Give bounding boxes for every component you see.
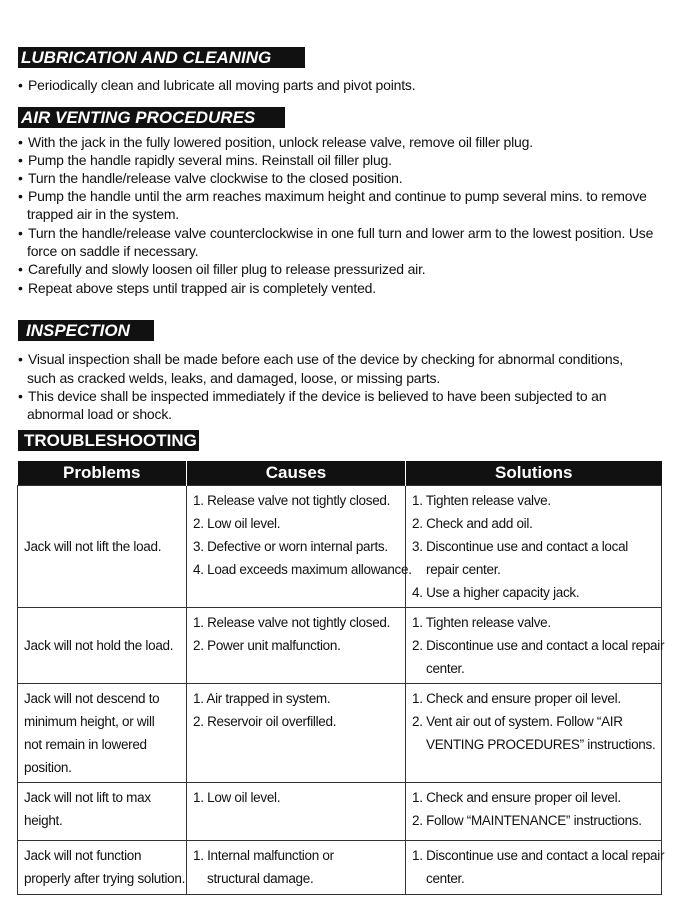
column-header-solutions: Solutions xyxy=(406,461,662,486)
causes-cell: 1. Internal malfunction or structural damage. xyxy=(187,841,406,895)
table-row xyxy=(18,841,662,895)
air-venting-item-cont: force on saddle if necessary. xyxy=(27,243,199,259)
problem-cell: Jack will not lift to max height. xyxy=(18,783,187,841)
solutions-cell: 1. Tighten release valve. 2. Check and add oil. 3. Discontinue use and contact a local repair center. 4. Use a higher capacity jack. xyxy=(406,486,662,608)
lubrication-item: • Periodically clean and lubricate all moving parts and pivot points. xyxy=(18,77,416,93)
air-venting-item-cont: trapped air in the system. xyxy=(27,206,179,222)
problem-cell: Jack will not hold the load. xyxy=(18,608,187,684)
causes-cell: 1. Air trapped in system. 2. Reservoir oil overfilled. xyxy=(187,684,406,783)
section-title-troubleshooting: TROUBLESHOOTING xyxy=(18,430,199,451)
air-venting-item: • Repeat above steps until trapped air is completely vented. xyxy=(18,280,376,296)
problem-cell: Jack will not lift the load. xyxy=(18,486,187,608)
solutions-cell: 1. Check and ensure proper oil level. 2. Vent air out of system. Follow “AIR VENTING PROCEDURES” instructions. xyxy=(406,684,662,783)
air-venting-item: • Turn the handle/release valve clockwise to the closed position. xyxy=(18,170,403,186)
solutions-cell: 1. Discontinue use and contact a local repair center. xyxy=(406,841,662,895)
troubleshooting-table xyxy=(17,461,665,895)
air-venting-item: • With the jack in the fully lowered position, unlock release valve, remove oil filler plug. xyxy=(18,134,533,150)
problem-cell: Jack will not descend to minimum height, or will not remain in lowered position. xyxy=(18,684,187,783)
causes-cell: 1. Low oil level. xyxy=(187,783,406,841)
causes-cell: 1. Release valve not tightly closed. 2. Power unit malfunction. xyxy=(187,608,406,684)
problem-cell: Jack will not function properly after trying solution. xyxy=(18,841,187,895)
air-venting-item: • Pump the handle until the arm reaches maximum height and continue to pump several mins. to remove xyxy=(18,188,647,204)
air-venting-item: • Carefully and slowly loosen oil filler plug to release pressurized air. xyxy=(18,261,426,277)
inspection-item-cont: such as cracked welds, leaks, and damaged, loose, or missing parts. xyxy=(27,370,441,386)
air-venting-item: • Turn the handle/release valve counterclockwise in one full turn and lower arm to the lowest position. Use xyxy=(18,225,654,241)
column-header-problems: Problems xyxy=(18,461,187,486)
solutions-cell: 1. Tighten release valve. 2. Discontinue use and contact a local repair center. xyxy=(406,608,662,684)
inspection-item: • Visual inspection shall be made before each use of the device by checking for abnormal conditions, xyxy=(18,351,623,367)
table-row xyxy=(18,684,662,783)
table-row xyxy=(18,783,662,841)
section-title-lubrication: LUBRICATION AND CLEANING xyxy=(18,47,305,68)
table-header-row xyxy=(18,461,662,486)
causes-cell: 1. Release valve not tightly closed. 2. Low oil level. 3. Defective or worn internal parts. 4. Load exceeds maximum allowance. xyxy=(187,486,406,608)
section-title-inspection: INSPECTION xyxy=(18,320,154,341)
section-title-air-venting: AIR VENTING PROCEDURES xyxy=(18,107,285,128)
air-venting-item: • Pump the handle rapidly several mins. Reinstall oil filler plug. xyxy=(18,152,392,168)
table-row xyxy=(18,486,662,608)
inspection-item: • This device shall be inspected immediately if the device is believed to have been subjected to an xyxy=(18,388,607,404)
table-row xyxy=(18,608,662,684)
column-header-causes: Causes xyxy=(187,461,406,486)
solutions-cell: 1. Check and ensure proper oil level. 2. Follow “MAINTENANCE” instructions. xyxy=(406,783,662,841)
inspection-item-cont: abnormal load or shock. xyxy=(27,406,172,422)
